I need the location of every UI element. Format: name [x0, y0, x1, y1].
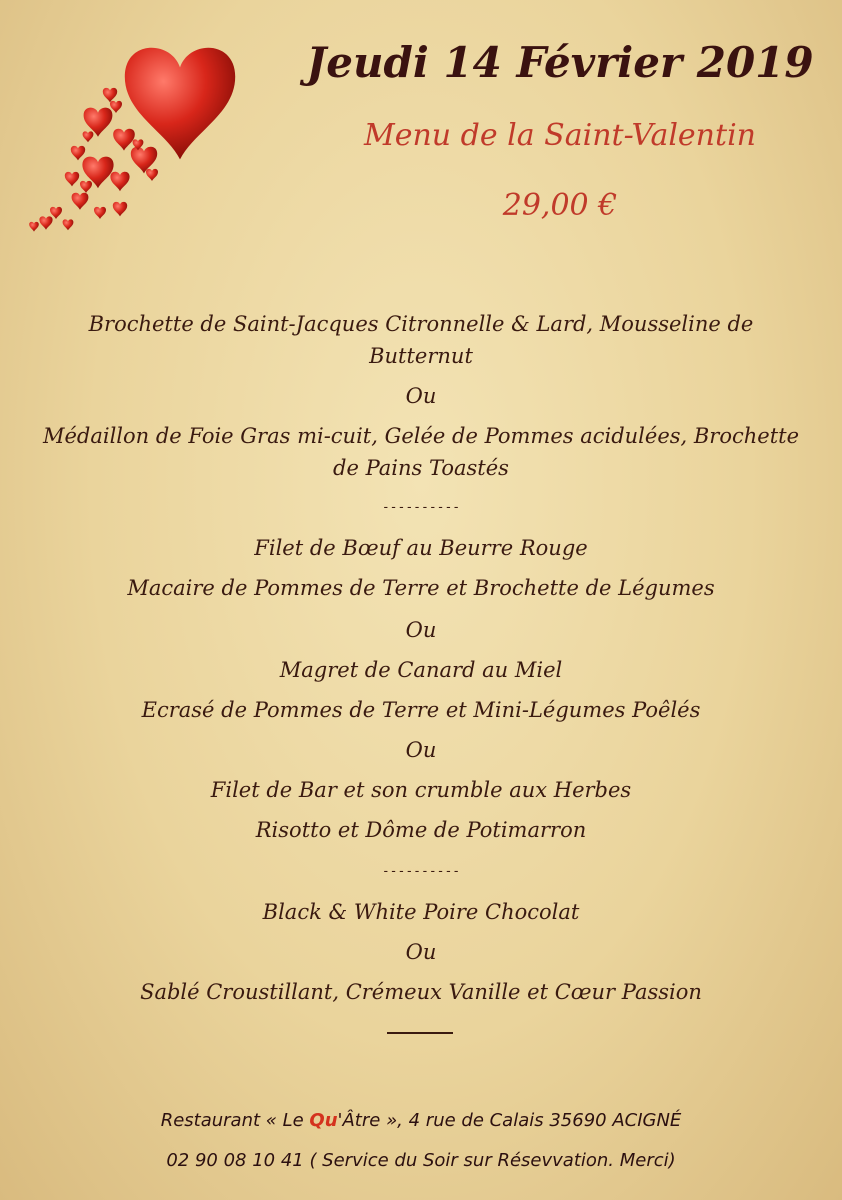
starter-option-1: [40, 308, 802, 372]
or-label: Ou: [405, 618, 437, 642]
starter-option-2: [40, 420, 802, 484]
end-divider: [387, 1032, 453, 1034]
restaurant-name-accent: Qu: [309, 1110, 338, 1131]
course-separator: ----------: [381, 500, 461, 515]
starter-2-line-1: Médaillon de Foie Gras mi-cuit, Gelée de Pommes acidulées, Brochette: [42, 424, 800, 448]
restaurant-name-rest: 'Âtre: [337, 1110, 381, 1131]
main-2-line-2: Ecrasé de Pommes de Terre et Mini-Légumes Poêlés: [141, 698, 701, 722]
restaurant-address: [40, 1110, 802, 1131]
or-label: Ou: [405, 384, 437, 408]
course-separator: ----------: [381, 864, 461, 879]
main-1-line-1: Filet de Bœuf au Beurre Rouge: [254, 536, 588, 560]
dessert-1: Black & White Poire Chocolat: [262, 900, 580, 924]
main-2-line-1: Magret de Canard au Miel: [279, 658, 563, 682]
starter-2-line-2: de Pains Toastés: [333, 456, 509, 480]
starter-1-line-2: Butternut: [369, 344, 473, 368]
menu-subtitle: Menu de la Saint-Valentin: [364, 118, 756, 153]
contact-line: 02 90 08 10 41 ( Service du Soir sur Résevvation. Merci): [166, 1150, 676, 1171]
or-label: Ou: [405, 738, 437, 762]
menu-price: 29,00 €: [502, 188, 618, 223]
or-label: Ou: [405, 940, 437, 964]
address-suffix: », 4 rue de Calais 35690 ACIGNÉ: [380, 1110, 682, 1131]
address-prefix: Restaurant « Le: [160, 1110, 310, 1131]
starter-1-line-1: Brochette de Saint-Jacques Citronnelle & Lard, Mousseline de: [88, 312, 754, 336]
dessert-2: Sablé Croustillant, Crémeux Vanille et Cœur Passion: [140, 980, 702, 1004]
main-3-line-1: Filet de Bar et son crumble aux Herbes: [210, 778, 632, 802]
hearts-decoration: [20, 40, 260, 240]
main-3-line-2: Risotto et Dôme de Potimarron: [255, 818, 587, 842]
main-1-line-2: Macaire de Pommes de Terre et Brochette de Légumes: [127, 576, 715, 600]
menu-date-title: Jeudi 14 Février 2019: [306, 38, 814, 87]
